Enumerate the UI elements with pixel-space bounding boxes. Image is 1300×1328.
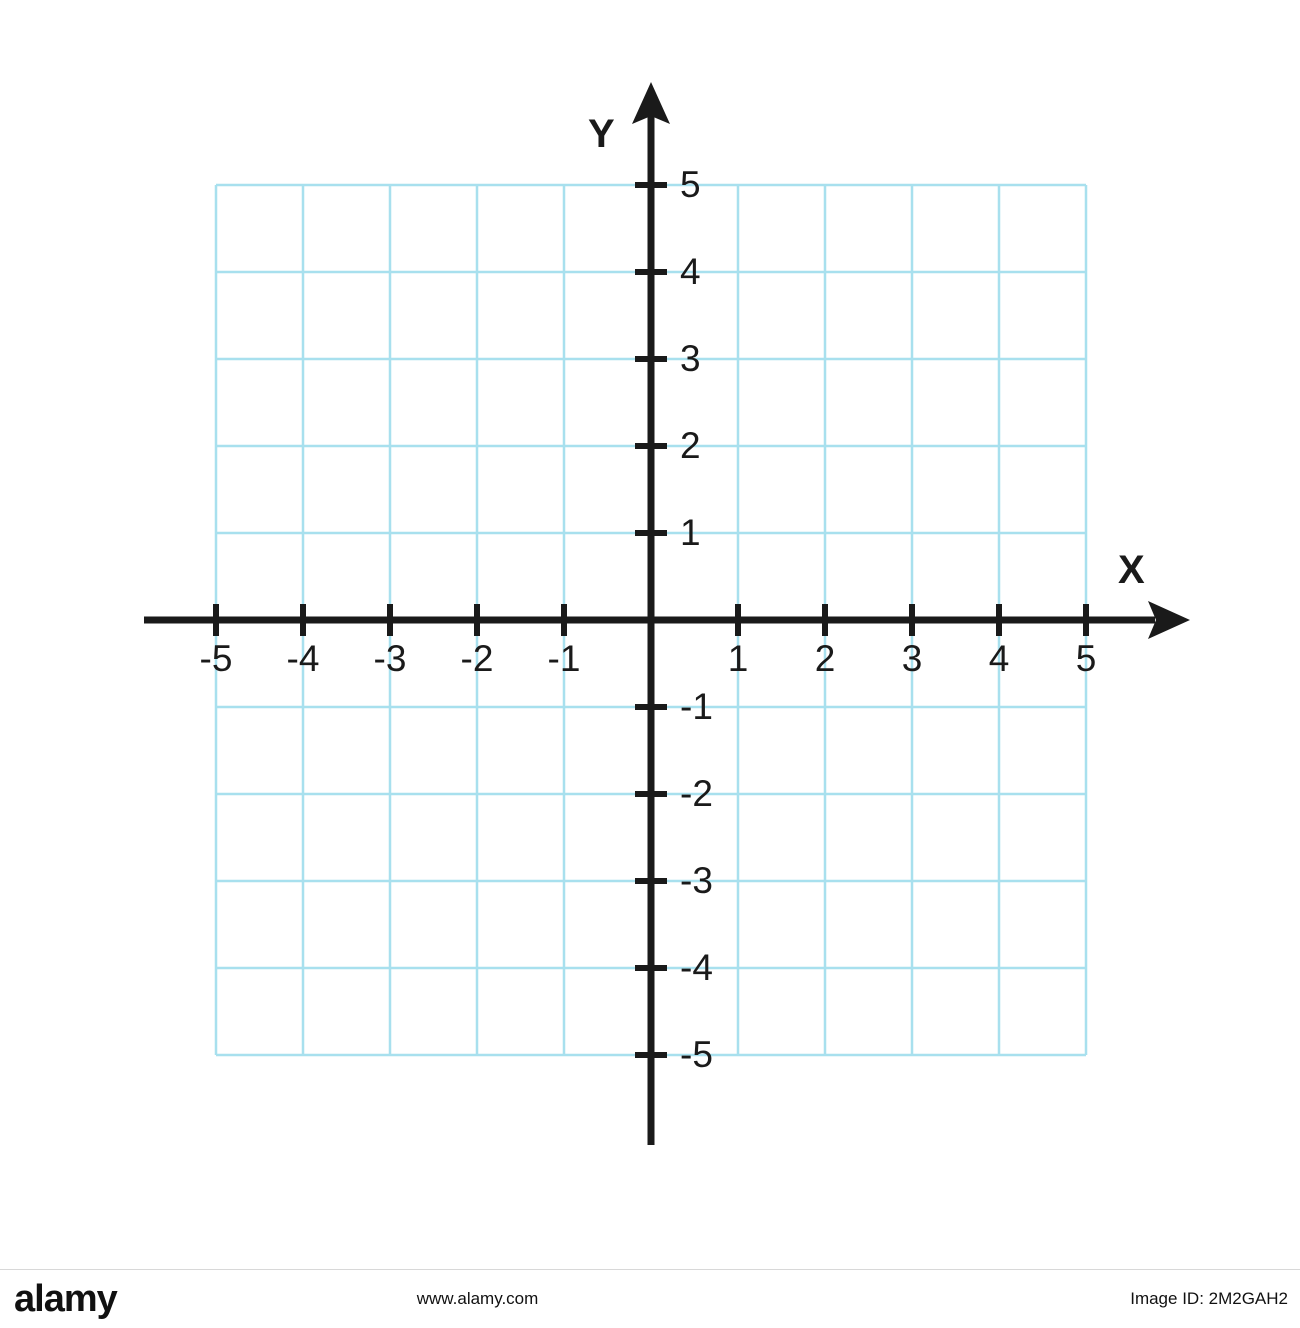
x-tick-label: 5 [1075, 638, 1097, 679]
y-tick-label: 4 [680, 251, 701, 292]
y-tick-label: -3 [680, 860, 713, 901]
y-tick-label: 1 [680, 512, 701, 553]
y-tick-label: -1 [680, 686, 713, 727]
x-tick-label: -2 [460, 638, 494, 679]
x-tick-label: 3 [901, 638, 923, 679]
image-id-label: Image ID: 2M2GAH2 [1130, 1289, 1288, 1308]
x-tick-label: -4 [286, 638, 320, 679]
x-axis-label: X [1118, 548, 1145, 592]
y-tick-label: 5 [680, 164, 701, 205]
x-tick-label: -3 [373, 638, 407, 679]
y-axis-label: Y [588, 112, 615, 156]
y-tick-label: -5 [680, 1034, 713, 1075]
x-tick-label: 2 [814, 638, 836, 679]
watermark-url: www.alamy.com [416, 1289, 539, 1308]
y-tick-label: -4 [680, 947, 713, 988]
y-tick-label: 3 [680, 338, 701, 379]
x-tick-label: 4 [988, 638, 1010, 679]
y-axis [632, 82, 670, 1145]
y-tick-label: 2 [680, 425, 701, 466]
x-tick-label: -1 [547, 638, 581, 679]
x-tick-label: -5 [199, 638, 233, 679]
alamy-logo: alamy [14, 1278, 117, 1320]
watermark-footer [0, 1269, 1300, 1328]
x-tick-label: 1 [727, 638, 749, 679]
y-tick-label: -2 [680, 773, 713, 814]
